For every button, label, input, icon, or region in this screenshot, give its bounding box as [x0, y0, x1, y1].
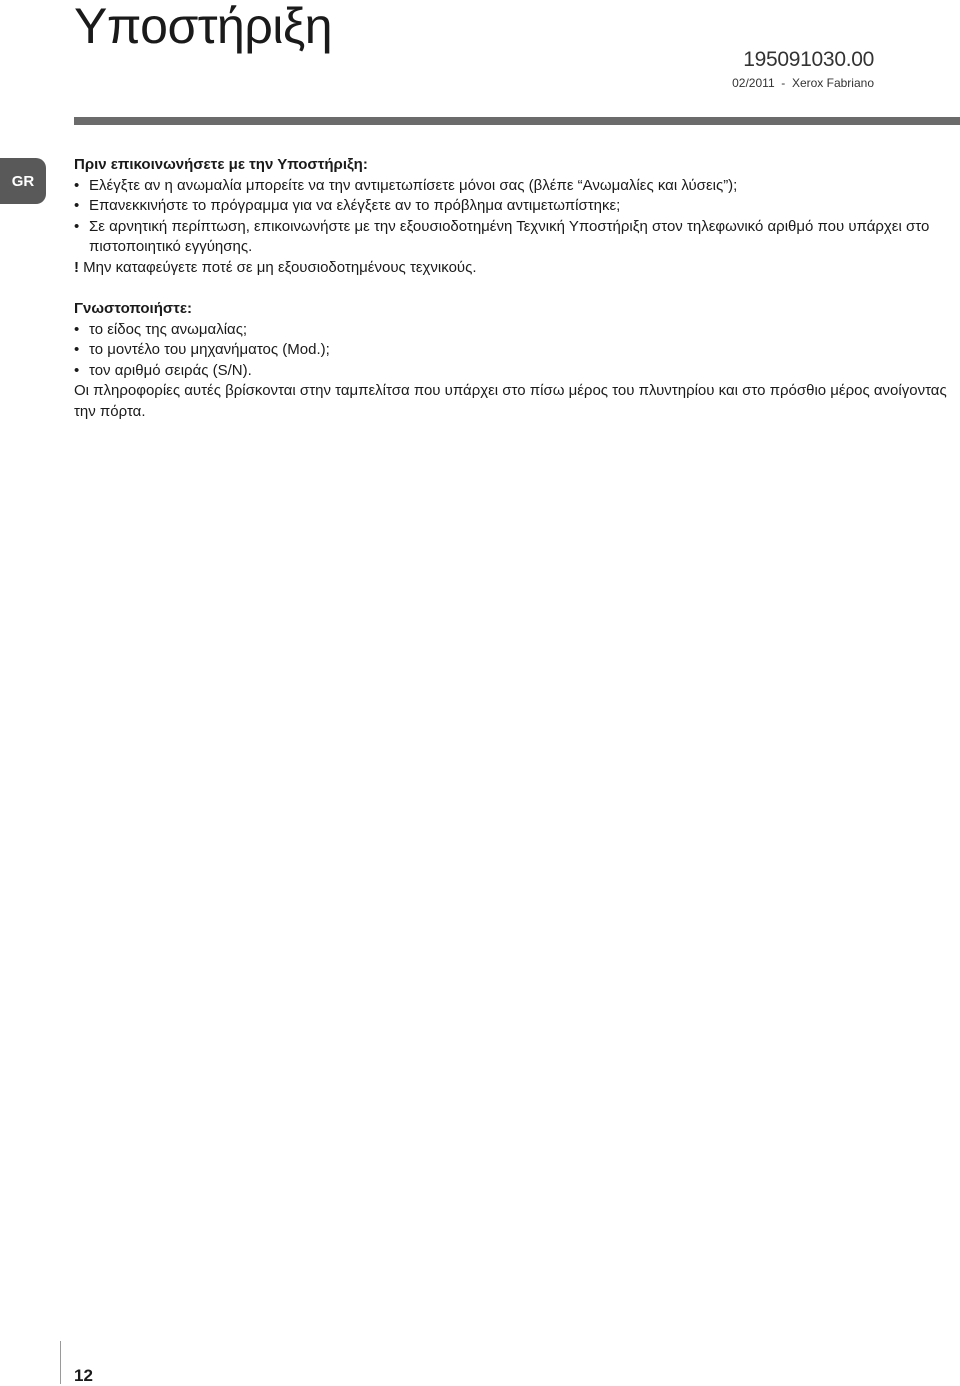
before-contact-section — [74, 155, 954, 258]
bullet-icon: • — [74, 197, 80, 214]
list-item — [74, 340, 954, 361]
list-item-text: Ελέγξτε αν η ανωμαλία μπορείτε να την αντιμετωπίσετε μόνοι σας (βλέπε “Ανωμαλίες και λύσεις”); — [89, 176, 738, 194]
document-meta: 02/2011 - Xerox Fabriano — [732, 76, 874, 90]
footer-rule — [60, 1341, 61, 1384]
list-item-text: το είδος της ανωμαλίας; — [89, 320, 248, 338]
list-item — [74, 176, 954, 197]
bullet-icon: • — [74, 320, 80, 338]
list-item-text: Σε αρνητική περίπτωση, επικοινωνήστε με την εξουσιοδοτημένη Τεχνική Υποστήριξη στον τηλεφωνικό αριθμό που υπάρχει στο πιστοποιητικό εγγύησης. — [89, 217, 930, 255]
document-code: 195091030.00 — [743, 48, 874, 71]
list-item-text: Επανεκκινήστε το πρόγραμμα για να ελέγξετε αν το πρόβλημα αντιμετωπίστηκε; — [89, 197, 621, 214]
warning-text: Μην καταφεύγετε ποτέ σε μη εξουσιοδοτημένους τεχνικούς. — [79, 258, 477, 276]
list-item-text: τον αριθμό σειράς (S/N). — [89, 361, 252, 379]
page-number: 12 — [74, 1366, 93, 1385]
warning-note — [74, 258, 954, 279]
before-contact-list — [74, 176, 954, 258]
header-rule — [74, 117, 960, 125]
list-item-text: το μοντέλο του μηχανήματος (Mod.); — [89, 341, 330, 358]
bullet-icon: • — [74, 361, 80, 379]
list-item — [74, 361, 954, 382]
language-tab: GR — [0, 158, 46, 204]
report-section — [74, 299, 954, 422]
list-item — [74, 320, 954, 341]
page-title: Υποστήριξη — [74, 0, 333, 54]
bullet-icon: • — [74, 217, 80, 235]
list-item — [74, 196, 954, 217]
list-item — [74, 217, 954, 258]
bullet-icon: • — [74, 341, 80, 358]
section-heading-before-contact: Πριν επικοινωνήσετε με την Υποστήριξη: — [74, 156, 368, 173]
bullet-icon: • — [74, 176, 80, 194]
warning-icon: ! — [74, 258, 79, 276]
info-location-paragraph: Οι πληροφορίες αυτές βρίσκονται στην ταμπελίτσα που υπάρχει στο πίσω μέρος του πλυντηρίου και στο πρόσθιο μέρος ανοίγοντας την πόρτα. — [74, 382, 947, 420]
main-content — [74, 155, 954, 422]
report-list — [74, 320, 954, 382]
section-heading-report: Γνωστοποιήστε: — [74, 300, 192, 317]
